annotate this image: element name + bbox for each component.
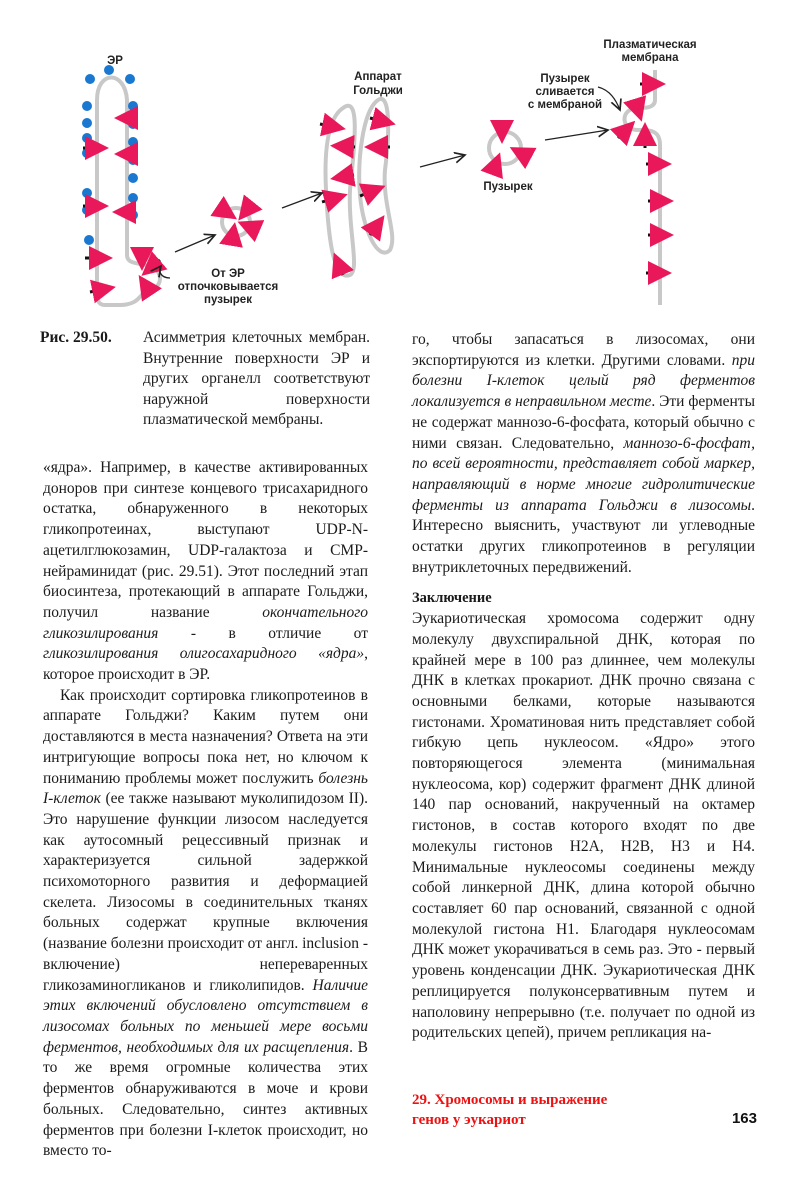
er-label: ЭР (107, 55, 123, 67)
italic-term: болезнь I-клеток (43, 769, 368, 808)
plasma-membrane (603, 39, 696, 305)
vesicle-label: Пузырек (483, 181, 533, 193)
golgi-apparatus (320, 71, 403, 276)
chapter-title-line2: генов у эукариот (412, 1112, 526, 1128)
figure-diagram (60, 30, 740, 315)
bud-label-line2: отпочковывается (177, 281, 279, 293)
summary-paragraph: Эукариотическая хромосома содержит одну молекулу двухспиральной ДНК, которая по крайней мере в 100 раз длиннее, чем молекулы ДНК в клетках прокариот. ДНК прочно связана с основными белками, которые называются гистонами. Хроматиновая нить представляет собой гибкую цепь нуклеосом. «Ядро» этого повторяющегося элемента (минимальная нуклеосома, кор) содержит фрагмент ДНК длиной 140 пар оснований, накрученный на октамер гистонов, в состав которого входят по две молекулы гистонов H2A, H2B, H3 и H4. Минимальные нуклеосомы соединены между собой линкерной ДНК, длина которой обычно составляет 60 пар оснований, связанной с одной молекулой гистона H1. Благодаря нуклеосомам ДНК может укорачиваться в семь раз. Это - первый уровень конденсации ДНК. Эукариотическая ДНК реплицируется полуконсервативным путем и наполовину непрерывно (т.е. получает по одной из родительских цепей), причем репликация на- (412, 610, 755, 1042)
plasma-membrane-label-line1: Плазматическая (603, 39, 697, 51)
golgi-label-line1: Аппарат (354, 71, 402, 83)
bud-label-line1: От ЭР (211, 268, 245, 280)
er-budded-vesicle (220, 206, 257, 240)
figure-number: Рис. 29.50. (40, 329, 112, 346)
chapter-title-line1: 29. Хромосомы и выражение (412, 1092, 608, 1108)
transport-vesicle (483, 122, 532, 193)
figure-caption (40, 328, 370, 431)
bud-label-line3: пузырек (204, 294, 252, 306)
fuse-label-line3: с мембраной (527, 99, 603, 111)
italic-emphasis: Наличие этих включений обусловлено отсутствием в лизосомах больных по меньшей мере восьми ферментов, необходимых для их расщепления (43, 976, 368, 1056)
paragraph: «ядра». Например, в качестве активированных доноров при синтезе концевого трисахаридного остатка, обнаруженного в некоторых гликопротеинах, выступают UDP-N-ацетилглюкозамин, UDP-галактоза и CMP-нейраминидат (рис. 29.51). Этот последний этап биосинтеза, протекающий в аппарате Гольджи, получил название окончательного гликозилирования - в отличие от гликозилирования олигосахаридного «ядра», которое происходит в ЭР. (43, 459, 368, 684)
paragraph: го, чтобы запасаться в лизосомах, они экспортируются из клетки. Другими словами. при болезни I-клеток целый ряд ферментов локализуется в неправильном месте. Эти ферменты не содержат маннозо-6-фосфата, который обычно с ними связан. Следовательно, маннозо-6-фосфат, по всей вероятности, представляет собой маркер, направляющий в норме многие гидролитические ферменты из аппарата Гольджи в лизосомы. Интересно выяснить, участвуют ли углеводные остатки других гликопротеинов в регуляции внутриклеточных передвижений. (412, 331, 755, 576)
fuse-label-line1: Пузырек (540, 73, 590, 85)
er-organelle (82, 55, 160, 305)
page-number: 163 (731, 1110, 757, 1127)
fuse-label-line2: сливается (535, 86, 595, 98)
section-heading: Заключение (412, 590, 492, 607)
italic-emphasis: при болезни I-клеток целый ряд ферментов локализуется в неправильном месте (412, 351, 755, 411)
left-column (43, 458, 368, 1162)
page-footer (412, 1090, 757, 1130)
caption-text: Асимметрия клеточных мембран. Внутренние поверхности ЭР и других органелл соответствуют наружной поверхности плазматической мембраны. (143, 329, 370, 428)
golgi-label-line2: Гольджи (353, 85, 403, 97)
plasma-membrane-label-line2: мембрана (621, 52, 679, 64)
membrane-asymmetry-figure (60, 30, 740, 315)
italic-term: гликозилирования олигосахаридного «ядра» (43, 645, 365, 663)
paragraph: Как происходит сортировка гликопротеинов в аппарате Гольджи? Каким путем они доставляются в места назначения? Ответа на эти интригующие вопросы пока нет, но ключом к пониманию проблемы может послужить болезнь I-клеток (ее также называют муколипидозом II). Это нарушение функции лизосом наследуется как аутосомный рецессивный признак и характеризуется сильной задержкой психомоторного развития и деформацией скелета. Лизосомы в соединительных тканях больных содержат крупные включения (название болезни происходит от англ. inclusion - включение) непереваренных гликозаминогликанов и гликолипидов. Наличие этих включений обусловлено отсутствием в лизосомах больных по меньшей мере восьми ферментов, необходимых для их расщепления. В то же время огромные количества этих ферментов обнаруживаются в моче и крови больных. Следовательно, синтез активных ферментов при болезни I-клеток происходит, но вместо то- (43, 686, 368, 1160)
italic-emphasis: маннозо-6-фосфат, по всей вероятности, представляет собой маркер, направляющий в норме многие гидролитические ферменты из аппарата Гольджи в лизосомы (412, 434, 755, 514)
right-column (412, 330, 755, 1044)
italic-term: окончательного гликозилирования (43, 603, 368, 642)
